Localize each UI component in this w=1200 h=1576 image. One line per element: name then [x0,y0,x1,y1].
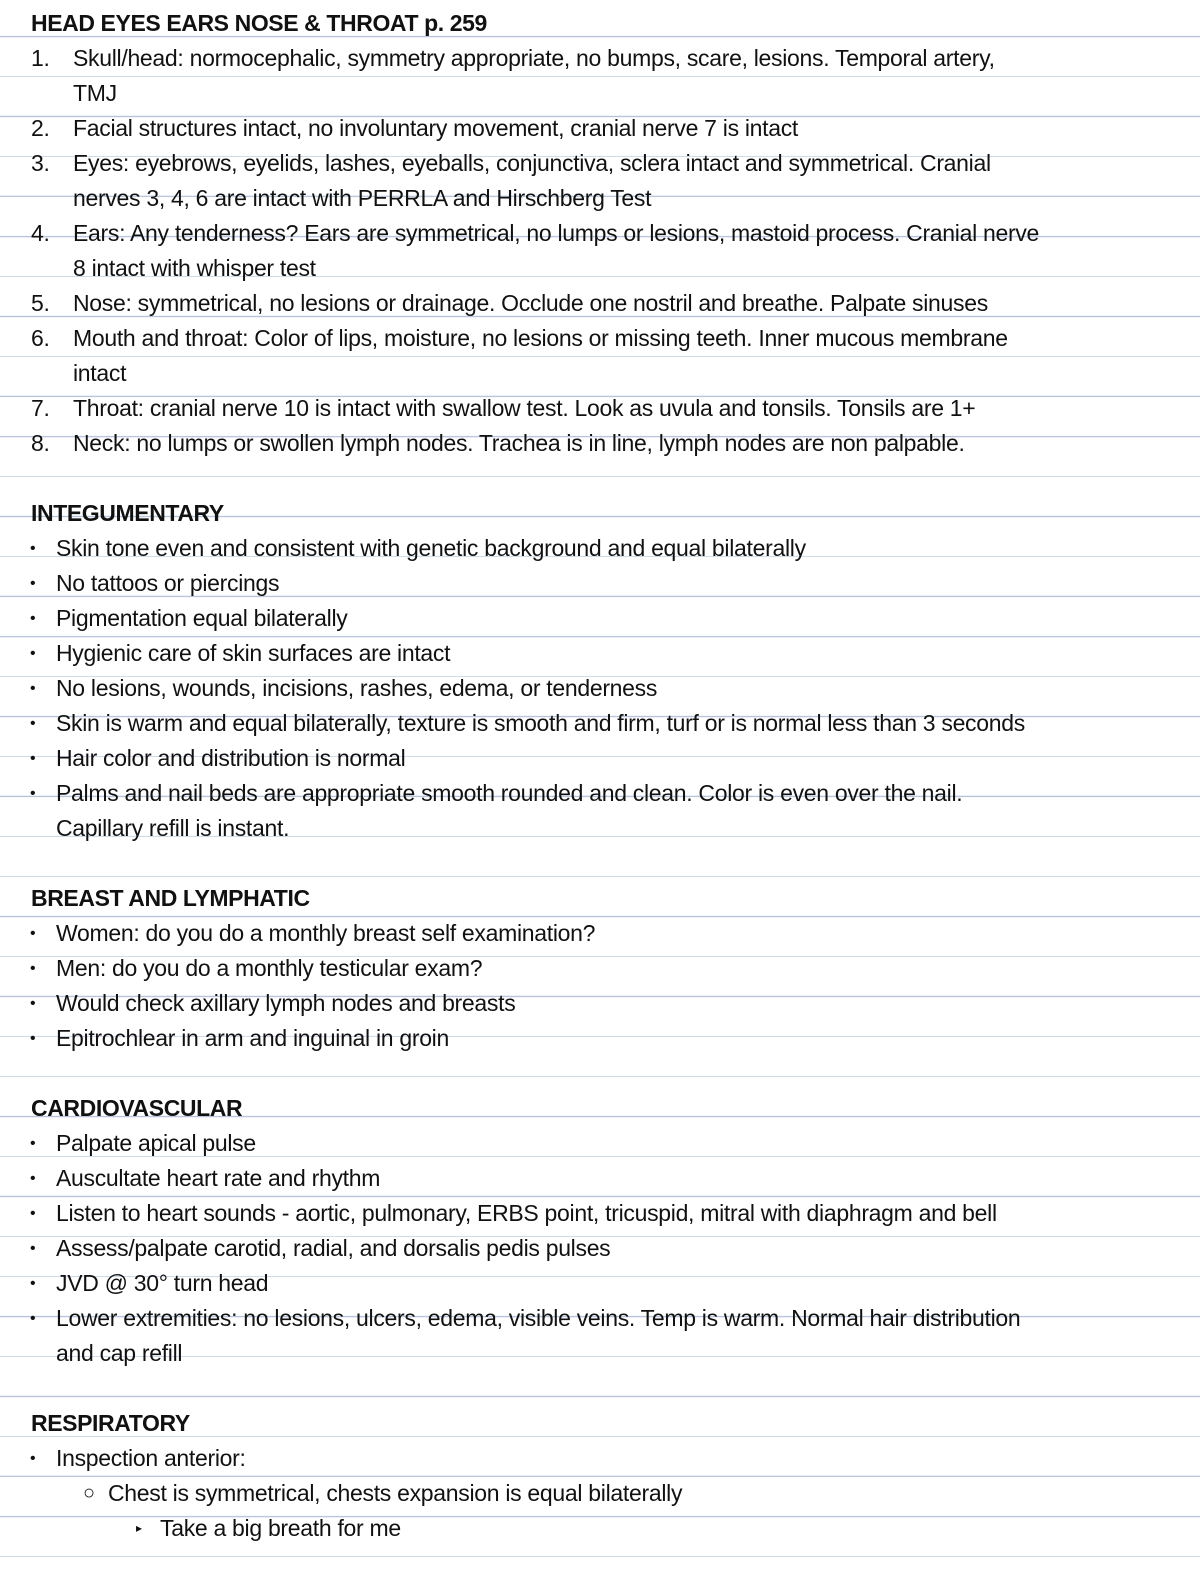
section-heading-cardiovascular: CARDIOVASCULAR [31,1095,243,1121]
item-text: Lower extremities: no lesions, ulcers, edema, visible veins. Temp is warm. Normal hair distribution [56,1305,1021,1331]
bullet-icon: • [30,995,36,1012]
list-item [0,986,1200,1021]
item-text: Auscultate heart rate and rhythm [56,1165,381,1191]
list-item-continuation [0,181,1200,216]
item-number: 2. [31,115,50,141]
list-item [0,531,1200,566]
triangle-bullet-icon: ▸ [136,1521,142,1535]
bullet-icon: • [30,575,36,592]
list-item-continuation [0,76,1200,111]
item-text: Skin is warm and equal bilaterally, texture is smooth and firm, turf or is normal less than 3 seconds [56,710,1025,736]
item-text: Pigmentation equal bilaterally [56,605,348,631]
list-item [0,1021,1200,1056]
bullet-icon: • [30,680,36,697]
list-item [0,951,1200,986]
item-number: 6. [31,325,50,351]
list-item [0,1441,1200,1476]
list-item-continuation [0,251,1200,286]
bullet-icon: • [30,1170,36,1187]
item-text: JVD @ 30° turn head [56,1270,269,1296]
item-number: 1. [31,45,50,71]
list-item [0,391,1200,426]
list-item [0,146,1200,181]
item-text: Neck: no lumps or swollen lymph nodes. Trachea is in line, lymph nodes are non palpable. [73,430,965,456]
item-text: Hygienic care of skin surfaces are intact [56,640,451,666]
item-number: 8. [31,430,50,456]
list-item [0,321,1200,356]
bullet-icon: • [30,610,36,627]
bullet-icon: • [30,715,36,732]
bullet-icon: • [30,1275,36,1292]
item-text: Epitrochlear in arm and inguinal in groin [56,1025,449,1051]
sub-sub-list-item [0,1511,1200,1546]
bullet-icon: • [30,750,36,767]
bullet-icon: • [30,1450,36,1467]
list-item [0,566,1200,601]
item-text: Take a big breath for me [160,1515,401,1541]
bullet-icon: • [30,1205,36,1222]
list-item [0,111,1200,146]
item-text: Inspection anterior: [56,1445,246,1471]
bullet-icon: • [30,960,36,977]
blank-line [0,1371,1200,1406]
item-text: intact [73,360,127,386]
section-heading-breast-lymphatic: BREAST AND LYMPHATIC [31,885,310,911]
item-text: Women: do you do a monthly breast self examination? [56,920,596,946]
item-text: Ears: Any tenderness? Ears are symmetrical, no lumps or lesions, mastoid process. Cranial nerve [73,220,1040,246]
item-text: Assess/palpate carotid, radial, and dorsalis pedis pulses [56,1235,611,1261]
item-number: 3. [31,150,50,176]
bullet-icon: • [30,645,36,662]
item-text: Skin tone even and consistent with genetic background and equal bilaterally [56,535,806,561]
item-text: 8 intact with whisper test [73,255,316,281]
item-text: nerves 3, 4, 6 are intact with PERRLA and Hirschberg Test [73,185,652,211]
list-item [0,41,1200,76]
item-text: TMJ [73,80,117,106]
list-item [0,636,1200,671]
list-item [0,671,1200,706]
item-text: Listen to heart sounds - aortic, pulmonary, ERBS point, tricuspid, mitral with diaphragm and bell [56,1200,997,1226]
item-text: Eyes: eyebrows, eyelids, lashes, eyeballs, conjunctiva, sclera intact and symmetrical. Cranial [73,150,991,176]
list-item [0,1301,1200,1336]
list-item [0,1196,1200,1231]
list-item [0,1161,1200,1196]
list-item [0,426,1200,461]
list-item [0,216,1200,251]
section-heading-heent: HEAD EYES EARS NOSE & THROAT p. 259 [31,10,487,36]
item-text: Men: do you do a monthly testicular exam? [56,955,483,981]
item-text: Palpate apical pulse [56,1130,256,1156]
section-heading-respiratory: RESPIRATORY [31,1410,190,1436]
item-text: Chest is symmetrical, chests expansion is equal bilaterally [108,1480,683,1506]
list-item-continuation [0,811,1200,846]
item-text: Throat: cranial nerve 10 is intact with swallow test. Look as uvula and tonsils. Tonsils are 1+ [73,395,976,421]
bullet-icon: • [30,1310,36,1327]
bullet-icon: • [30,540,36,557]
item-text: Hair color and distribution is normal [56,745,406,771]
list-item [0,776,1200,811]
list-item [0,916,1200,951]
list-item [0,1266,1200,1301]
list-item [0,1126,1200,1161]
item-number: 7. [31,395,50,421]
list-item [0,706,1200,741]
blank-line [0,846,1200,881]
section-heading-integumentary: INTEGUMENTARY [31,500,224,526]
item-text: Facial structures intact, no involuntary movement, cranial nerve 7 is intact [73,115,799,141]
list-item-continuation [0,1336,1200,1371]
item-number: 5. [31,290,50,316]
item-text: and cap refill [56,1340,183,1366]
blank-line [0,1056,1200,1091]
item-text: No tattoos or piercings [56,570,280,596]
blank-line [0,461,1200,496]
sub-list-item [0,1476,1200,1511]
list-item [0,601,1200,636]
item-text: Skull/head: normocephalic, symmetry appropriate, no bumps, scare, lesions. Temporal artery, [73,45,995,71]
hollow-circle-bullet-icon: ○ [83,1482,95,1504]
bullet-icon: • [30,1030,36,1047]
list-item [0,286,1200,321]
list-item-continuation [0,356,1200,391]
list-item [0,741,1200,776]
item-text: Palms and nail beds are appropriate smooth rounded and clean. Color is even over the nail. [56,780,963,806]
item-text: No lesions, wounds, incisions, rashes, edema, or tenderness [56,675,658,701]
item-text: Nose: symmetrical, no lesions or drainage. Occlude one nostril and breathe. Palpate sinuses [73,290,988,316]
bullet-icon: • [30,1240,36,1257]
item-text: Mouth and throat: Color of lips, moisture, no lesions or missing teeth. Inner mucous membrane [73,325,1008,351]
bullet-icon: • [30,1135,36,1152]
item-text: Would check axillary lymph nodes and breasts [56,990,516,1016]
list-item [0,1231,1200,1266]
item-number: 4. [31,220,50,246]
bullet-icon: • [30,785,36,802]
bullet-icon: • [30,925,36,942]
item-text: Capillary refill is instant. [56,815,290,841]
